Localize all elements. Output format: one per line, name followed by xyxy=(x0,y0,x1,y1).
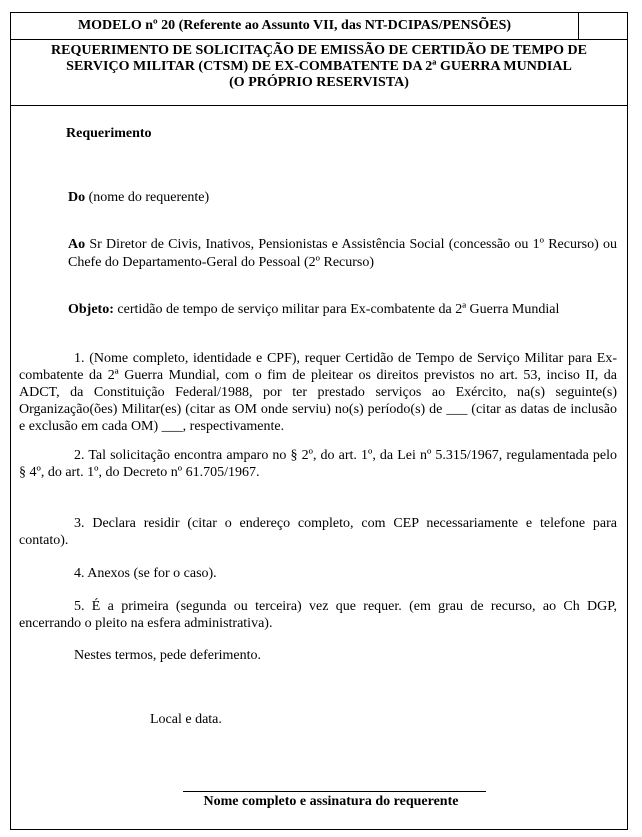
from-line xyxy=(68,189,209,206)
from-label: Do xyxy=(68,190,86,205)
item-5-paragraph: 5. É a primeira (segunda ou terceira) vez que requer. (em grau de recurso, ao Ch DGP, encerrando o pleito na esfera administrativa). xyxy=(19,599,617,631)
title-line-3: (O PRÓPRIO RESERVISTA) xyxy=(229,75,409,90)
place-and-date: Local e data. xyxy=(150,712,222,727)
requerimento-heading: Requerimento xyxy=(66,126,152,141)
document-title xyxy=(11,40,627,106)
document-frame xyxy=(10,12,628,830)
to-label: Ao xyxy=(68,237,86,252)
item-3-paragraph: 3. Declara residir (citar o endereço completo, com CEP necessariamente e telefone para contato). xyxy=(19,516,617,548)
to-text: Sr Diretor de Civis, Inativos, Pensionistas e Assistência Social (concessão ou 1º Recurso) ou Chefe do Departamento-Geral do Pessoal (2º Recurso) xyxy=(68,237,617,270)
title-line-1: REQUERIMENTO DE SOLICITAÇÃO DE EMISSÃO DE CERTIDÃO DE TEMPO DE xyxy=(51,43,587,58)
model-header-row xyxy=(11,13,627,40)
to-paragraph xyxy=(68,236,617,272)
item-4-paragraph: 4. Anexos (se for o caso). xyxy=(74,566,217,581)
object-line xyxy=(68,301,628,318)
model-reference: MODELO nº 20 (Referente ao Assunto VII, das NT-DCIPAS/PENSÕES) xyxy=(11,13,579,39)
closing-text: Nestes termos, pede deferimento. xyxy=(74,648,261,663)
object-label: Objeto: xyxy=(68,302,114,317)
item-2-paragraph: 2. Tal solicitação encontra amparo no § 2º, do art. 1º, da Lei nº 5.315/1967, regulamentada pelo § 4º, do art. 1º, do Decreto nº 61.705/1967. xyxy=(19,448,617,480)
object-text: certidão de tempo de serviço militar para Ex-combatente da 2ª Guerra Mundial xyxy=(113,302,560,317)
signature-label: Nome completo e assinatura do requerente xyxy=(203,794,459,809)
title-line-2: SERVIÇO MILITAR (CTSM) DE EX-COMBATENTE DA 2ª GUERRA MUNDIAL xyxy=(66,59,572,74)
item-1-paragraph: 1. (Nome completo, identidade e CPF), requer Certidão de Tempo de Serviço Militar para Ex-combatente da 2ª Guerra Mundial, com o fim de pleitear os direitos previstos no art. 53, inciso II, da ADCT, da Constituição Federal/1988, por ter prestado serviços ao Exército, na(s) seguinte(s) Organização(ões) Militar(es) (citar as OM onde serviu) no(s) período(s) de ___ (citar as datas de inclusão e exclusão em cada OM) ___, respectivamente. xyxy=(19,351,617,434)
from-text: (nome do requerente) xyxy=(85,190,210,205)
signature-line xyxy=(183,791,486,792)
